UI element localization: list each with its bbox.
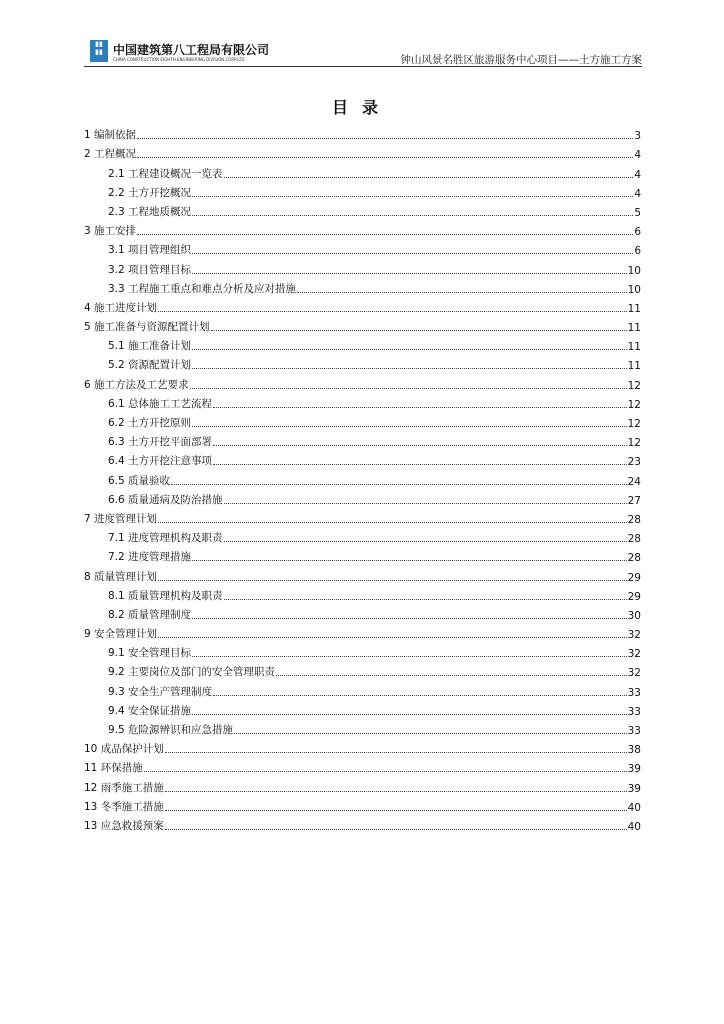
toc-entry-label: 6.3 土方开挖平面部署 [108,436,213,449]
toc-entry[interactable] [84,679,641,698]
toc-dot-leader [192,273,627,274]
toc-entry-label: 7.1 进度管理机构及职责 [108,532,223,545]
toc-entry-page: 4 [634,168,641,181]
toc-entry-page: 10 [627,264,641,277]
toc-entry-label: 3.3 工程施工重点和难点分析及应对措施 [108,282,297,295]
toc-dot-leader [213,464,627,465]
toc-entry[interactable] [84,449,641,468]
toc-entry-page: 28 [627,552,641,565]
toc-entry-page: 24 [627,475,641,488]
toc-dot-leader [192,253,633,254]
toc-dot-leader [211,330,627,331]
toc-dot-leader [276,675,627,676]
toc-entry[interactable] [84,315,641,334]
toc-dot-leader [165,791,627,792]
toc-dot-leader [192,714,627,715]
toc-entry-page: 29 [627,590,641,603]
toc-entry[interactable] [84,277,641,296]
toc-dot-leader [192,196,633,197]
toc-entry-label: 7.2 进度管理措施 [108,551,192,564]
toc-entry-label: 13 冬季施工措施 [84,800,164,813]
toc-entry[interactable] [84,200,641,219]
toc-entry-label: 3 施工安排 [84,225,137,238]
toc-entry-label: 4 施工进度计划 [84,301,158,314]
toc-title: 目录 [331,98,392,117]
toc-entry-label: 8.2 质量管理制度 [108,608,192,621]
page-header [86,40,642,66]
toc-entry[interactable] [84,775,641,794]
toc-dot-leader [158,580,627,581]
toc-entry[interactable] [84,353,641,372]
toc-entry[interactable] [84,372,641,391]
toc-entry-label: 6.1 总体施工工艺流程 [108,397,213,410]
toc-entry-label: 10 成品保护计划 [84,743,164,756]
toc-entry-page: 12 [627,379,641,392]
toc-entry-page: 5 [634,206,641,219]
toc-entry[interactable] [84,123,641,142]
toc-dot-leader [192,560,627,561]
toc-dot-leader [190,388,627,389]
toc-entry[interactable] [84,296,641,315]
project-title: 钟山风景名胜区旅游服务中心项目——土方施工方案 [400,54,642,66]
toc-dot-leader [213,407,627,408]
toc-dot-leader [224,177,634,178]
toc-entry-label: 6.6 质量通病及防治措施 [108,493,223,506]
toc-entry[interactable] [84,526,641,545]
toc-entry-page: 32 [627,629,641,642]
toc-entry[interactable] [84,238,641,257]
toc-entry[interactable] [84,507,641,526]
toc-entry-page: 28 [627,533,641,546]
toc-entry-label: 9.1 安全管理目标 [108,647,192,660]
toc-entry-page: 39 [627,782,641,795]
toc-dot-leader [137,157,633,158]
toc-entry-label: 6.4 土方开挖注意事项 [108,455,213,468]
toc-entry-label: 9.3 安全生产管理制度 [108,685,213,698]
toc-entry[interactable] [84,795,641,814]
toc-entry-label: 5.1 施工准备计划 [108,340,192,353]
toc-entry-label: 9 安全管理计划 [84,628,158,641]
toc-entry[interactable] [84,392,641,411]
toc-entry[interactable] [84,219,641,238]
toc-entry[interactable] [84,161,641,180]
toc-entry[interactable] [84,641,641,660]
toc-entry-page: 33 [627,725,641,737]
toc-entry[interactable] [84,334,641,353]
toc-entry[interactable] [84,411,641,430]
toc-dot-leader [158,637,627,638]
toc-dot-leader [234,733,627,734]
toc-dot-leader [165,752,627,753]
toc-entry-label: 5 施工准备与资源配置计划 [84,321,210,334]
toc-entry-label: 9.2 主要岗位及部门的安全管理职责 [108,666,276,679]
toc-entry[interactable] [84,257,641,276]
toc-entry-page: 11 [627,322,641,335]
toc-entry-label: 13 应急救援预案 [84,819,164,832]
toc-entry[interactable] [84,584,641,603]
toc-entry-label: 6.2 土方开挖原则 [108,417,192,429]
toc-entry-label: 2.2 土方开挖概况 [108,186,192,199]
toc-dot-leader [213,695,627,696]
toc-dot-leader [192,426,627,427]
toc-entry[interactable] [84,430,641,449]
toc-dot-leader [192,656,627,657]
toc-dot-leader [137,234,633,235]
toc-entry-page: 32 [627,667,641,680]
toc-entry-page: 11 [627,341,641,354]
toc-dot-leader [224,503,627,504]
toc-entry-page: 32 [627,648,641,661]
toc-entry-page: 11 [627,360,641,373]
toc-entry[interactable] [84,622,641,641]
toc-dot-leader [297,292,627,293]
toc-entry-label: 2.1 工程建设概况一览表 [108,167,223,180]
toc-entry-label: 9.5 危险源辨识和应急措施 [108,724,234,736]
toc-entry[interactable] [84,564,641,583]
toc-entry-label: 9.4 安全保证措施 [108,704,192,717]
toc-entry-label: 6 施工方法及工艺要求 [84,378,189,391]
toc-dot-leader [165,829,627,830]
toc-entry-label: 6.5 质量验收 [108,474,171,487]
toc-entry-page: 33 [627,705,641,718]
toc-entry[interactable] [84,660,641,679]
company-name-en: CHINA CONSTRUCTION EIGHTH ENGINEERING DIVISION.CORP.LTD [113,57,245,62]
toc-entry-label: 3.1 项目管理组织 [108,244,192,257]
toc-dot-leader [192,368,627,369]
table-of-contents [84,123,641,833]
toc-entry-label: 1 编制依据 [84,129,137,142]
company-name-cn: 中国建筑第八工程局有限公司 [113,43,270,57]
toc-dot-leader [144,771,627,772]
toc-entry-page: 4 [634,149,641,162]
toc-entry-page: 30 [627,609,641,622]
toc-entry-page: 29 [627,571,641,584]
toc-entry-page: 4 [634,187,641,200]
toc-entry-page: 12 [627,398,641,411]
toc-entry[interactable] [84,468,641,487]
toc-entry-page: 39 [627,763,641,776]
toc-entry[interactable] [84,756,641,775]
toc-dot-leader [192,618,627,619]
toc-entry-page: 11 [627,302,641,315]
toc-dot-leader [192,349,627,350]
toc-entry-page: 23 [627,456,641,469]
toc-entry-label: 7 进度管理计划 [84,512,158,525]
toc-dot-leader [158,522,627,523]
company-logo-icon: ▮▮ ▮▮ [90,40,108,62]
toc-entry-label: 8 质量管理计划 [84,570,158,583]
toc-entry[interactable] [84,545,641,564]
toc-entry-page: 38 [627,744,641,757]
toc-entry-page: 3 [634,130,641,143]
toc-entry-page: 28 [627,513,641,526]
toc-entry-page: 40 [627,801,641,814]
toc-entry-label: 12 雨季施工措施 [84,781,164,794]
toc-entry[interactable] [84,737,641,756]
toc-entry-label: 2 工程概况 [84,148,137,161]
toc-entry[interactable] [84,814,641,833]
toc-entry[interactable] [84,603,641,622]
toc-entry[interactable] [84,181,641,200]
toc-dot-leader [171,484,627,485]
toc-dot-leader [165,810,627,811]
toc-dot-leader [158,311,627,312]
toc-entry-page: 12 [627,418,641,430]
toc-entry-page: 40 [627,820,641,833]
toc-entry-page: 10 [627,283,641,296]
toc-dot-leader [192,215,633,216]
toc-entry-page: 6 [634,226,641,239]
toc-entry[interactable] [84,718,641,737]
toc-dot-leader [224,599,627,600]
toc-dot-leader [213,445,627,446]
toc-entry-label: 11 环保措施 [84,762,143,775]
toc-dot-leader [137,138,633,139]
toc-entry[interactable] [84,488,641,507]
toc-entry-page: 6 [634,245,641,258]
toc-entry-page: 33 [627,686,641,699]
header-divider [84,66,642,67]
toc-entry-label: 3.2 项目管理目标 [108,263,192,276]
toc-dot-leader [224,541,627,542]
toc-entry-label: 2.3 工程地质概况 [108,205,192,218]
toc-entry-page: 27 [627,494,641,507]
toc-entry-label: 5.2 资源配置计划 [108,359,192,372]
toc-entry-page: 12 [627,437,641,450]
toc-entry-label: 8.1 质量管理机构及职责 [108,589,223,602]
toc-entry[interactable] [84,699,641,718]
toc-entry[interactable] [84,142,641,161]
